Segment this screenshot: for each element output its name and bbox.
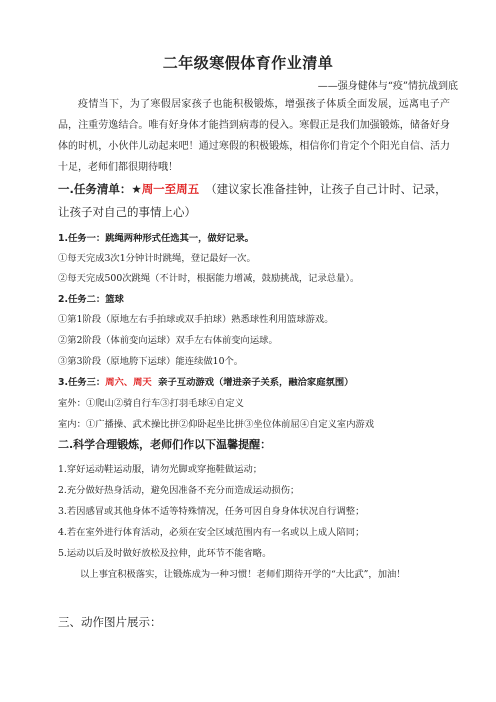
task1-heading: 1.任务一：跳绳两种形式任选其一，做好记录。 — [58, 233, 254, 244]
section3-heading: 三、动作图片展示： — [58, 615, 162, 629]
task2-item: ①第1阶段（原地左右手拍球或双手拍球）熟悉球性利用篮球游戏。 — [58, 314, 334, 325]
section1-prefix: 一.任务清单：★ — [58, 182, 142, 196]
section1-highlight: 周一至周五 — [141, 182, 200, 196]
closing-line: 以上事宜积极落实，让锻炼成为一种习惯！老师们期待开学的“大比武”，加油！ — [80, 569, 406, 580]
section1-continuation: 让孩子对自己的事情上心） — [58, 205, 196, 219]
section1-suffix: （建议家长准备挂钟，让孩子自己计时、记录， — [205, 182, 447, 196]
document-title: 二年级寒假体育作业清单 — [162, 54, 334, 72]
section1-heading — [58, 181, 447, 197]
section2-heading: 二.科学合理锻炼，老师们作以下温馨提醒： — [58, 438, 272, 451]
tip-item: 5.运动以后及时做好放松及拉伸，此环节不能省略。 — [58, 548, 272, 559]
task2-heading: 2.任务二：篮球 — [58, 294, 124, 305]
tip-item: 1.穿好运动鞋运动服，请勿光脚或穿拖鞋做运动； — [58, 464, 263, 475]
tip-item: 4.若在室外进行体育活动，必须在安全区域范围内有一名或以上成人陪同； — [58, 527, 365, 538]
task3-heading — [58, 374, 353, 388]
task1-item: ①每天完成3次1分钟计时跳绳，登记最好一次。 — [58, 253, 256, 264]
task3-prefix: 3.任务三： — [58, 377, 106, 388]
task3-suffix: 亲子互动游戏（增进亲子关系，融洽家庭氛围） — [151, 377, 354, 388]
tip-item: 3.若因感冒或其他身体不适等特殊情况，任务可因自身身体状况自行调整； — [58, 506, 365, 517]
task2-item: ②第2阶段（体前变向运球）双手左右体前变向运球。 — [58, 335, 278, 346]
task3-highlight: 周六、周天 — [105, 377, 152, 388]
document-subtitle: ——强身健体与“疫”情抗战到底 — [317, 81, 458, 92]
task1-item: ②每天完成500次跳绳（不计时，根据能力增减，鼓励挑战，记录总量）。 — [58, 273, 360, 284]
task3-outdoor: 室外：①爬山②骑自行车③打羽毛球④自定义 — [58, 398, 244, 409]
tip-item: 2.充分做好热身活动，避免因准备不充分而造成运动损伤； — [58, 485, 300, 496]
task2-item: ③第3阶段（原地胯下运球）能连续做10个。 — [58, 356, 244, 367]
intro-paragraph: 疫情当下，为了寒假居家孩子也能积极锻炼，增强孩子体质全面发展，远离电子产品，注重劳逸结合。唯有好身体才能挡到病毒的侵入。寒假正是我们加强锻炼，储备好身体的时机，小伙伴儿动起来吧！通过寒假的积极锻炼，相信你们肯定个个阳光自信、活力十足，老师们都很期待哦！ — [58, 99, 450, 173]
task3-indoor: 室内：①广播操、武术操比拼②仰卧起坐比拼③坐位体前屈④自定义室内游戏 — [58, 419, 375, 430]
